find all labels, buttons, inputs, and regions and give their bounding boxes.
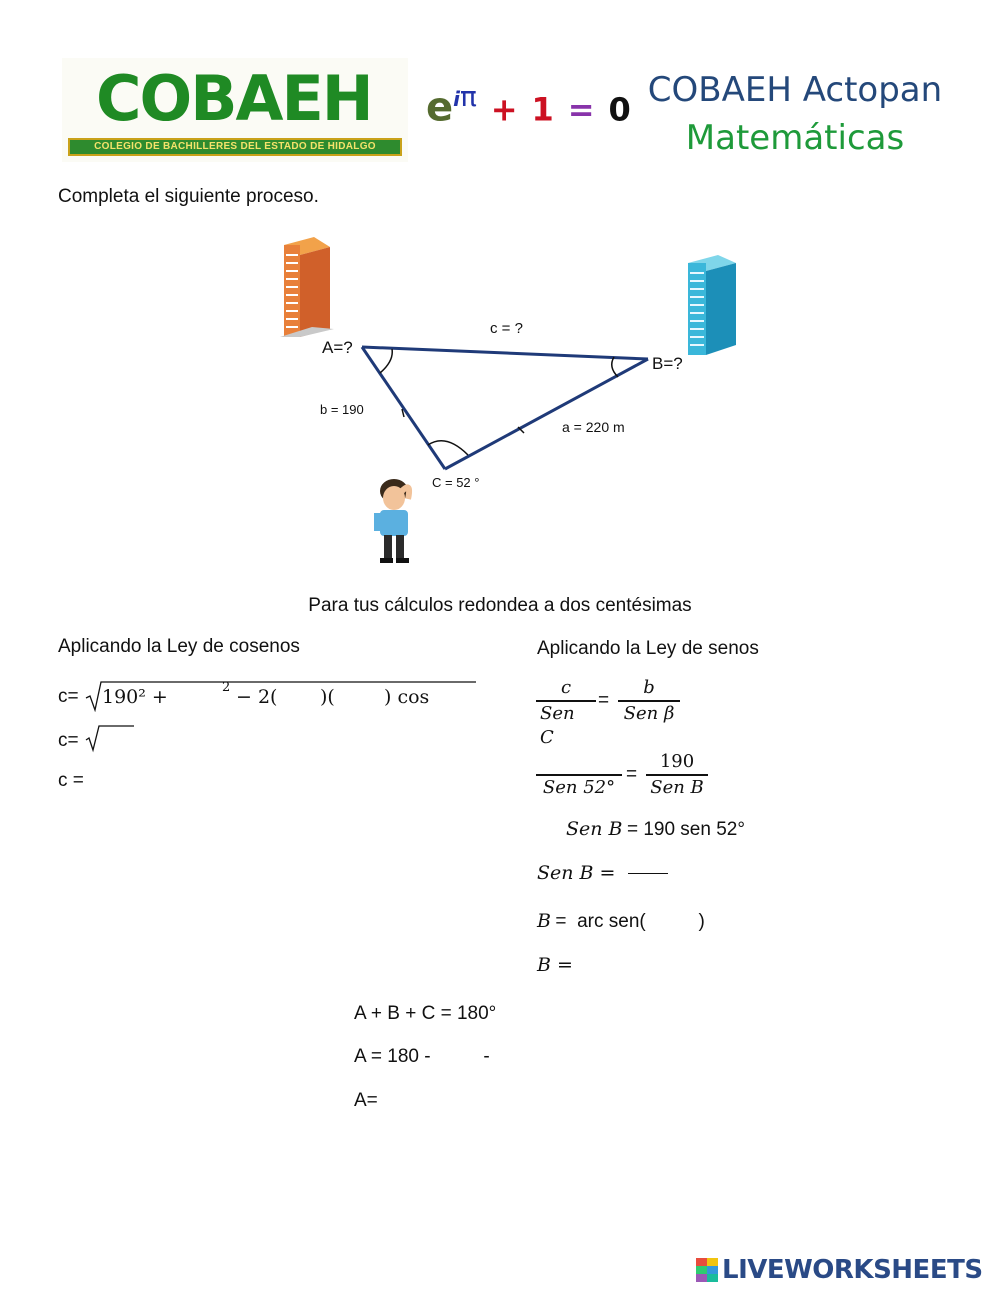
- rounding-note: Para tus cálculos redondea a dos centésimas: [308, 595, 692, 616]
- liveworksheets-text: LIVEWORKSHEETS: [722, 1255, 983, 1285]
- euler-zero: 0: [608, 90, 631, 129]
- triangle-sides: [362, 347, 648, 469]
- cosines-line2: [58, 724, 178, 756]
- euler-equals: =: [567, 90, 595, 129]
- label-a: a = 220 m: [562, 419, 625, 435]
- cosines-minus: − 2(: [236, 686, 278, 708]
- triangle-figure: [262, 233, 750, 568]
- tick-marks: [402, 409, 524, 433]
- frac3-num: [575, 750, 583, 774]
- liveworksheets-icon: [696, 1258, 718, 1282]
- sines-eq1: =: [598, 690, 610, 711]
- frac3-den: Sen 52°: [542, 777, 616, 798]
- cosines-line1-prefix: c=: [58, 686, 79, 707]
- building-left: [280, 237, 334, 337]
- logo-word: COBAEH: [96, 62, 372, 135]
- label-b: b = 190: [320, 402, 364, 417]
- step1-text: = 190 sen 52°: [626, 819, 745, 840]
- liveworksheets-brand: [696, 1255, 983, 1285]
- euler-one: 1: [531, 90, 554, 129]
- cosines-term1: 190² +: [102, 686, 168, 708]
- step1-math: Sen B: [566, 818, 623, 840]
- euler-pi: π: [460, 80, 477, 113]
- fraction-190-senB: [646, 750, 708, 800]
- angle-sum-line3: A=: [354, 1090, 378, 1111]
- cosines-line2-prefix: c=: [58, 730, 79, 751]
- frac2-den: Sen β: [623, 703, 675, 724]
- cosines-line1: [58, 680, 478, 714]
- cosines-end: ) cos: [384, 686, 430, 708]
- step2-blank: [628, 873, 668, 874]
- euler-i: i: [453, 87, 460, 111]
- sines-eq2: =: [626, 764, 638, 785]
- angle-sum-line1: A + B + C = 180°: [354, 1003, 497, 1024]
- school-title: COBAEH Actopan: [647, 70, 943, 110]
- sines-step1: [566, 818, 745, 841]
- euler-identity: [426, 80, 631, 130]
- frac1-den: Sen C: [540, 703, 575, 748]
- frac4-den: Sen B: [650, 777, 704, 798]
- sines-step4: [537, 954, 573, 976]
- frac4-num: 190: [659, 751, 695, 772]
- sines-step2: [537, 862, 615, 884]
- step3-math: B: [537, 910, 551, 932]
- step3-text: = arc sen( ): [555, 911, 705, 932]
- sines-heading: Aplicando la Ley de senos: [537, 638, 759, 659]
- cosines-exp: 2: [222, 680, 231, 695]
- frac2-num: b: [643, 677, 655, 698]
- angle-sum-line2: A = 180 - -: [354, 1046, 490, 1067]
- euler-e: e: [426, 84, 454, 131]
- subject-title: Matemáticas: [685, 118, 905, 158]
- fraction-b-senbeta: [618, 676, 680, 726]
- sines-step3: [537, 910, 705, 933]
- instructions: Completa el siguiente proceso.: [58, 186, 319, 207]
- fraction-c-senC: [536, 676, 596, 750]
- label-B: B=?: [652, 354, 683, 373]
- cosines-result: c =: [58, 770, 84, 791]
- logo-subtitle: COLEGIO DE BACHILLERES DEL ESTADO DE HIDALGO: [68, 138, 402, 156]
- cobaeh-logo: [62, 58, 408, 162]
- euler-plus: +: [490, 90, 518, 129]
- sqrt-symbol-2: [84, 724, 136, 754]
- frac1-num: c: [560, 677, 572, 698]
- label-A: A=?: [322, 338, 353, 357]
- cosines-heading: Aplicando la Ley de cosenos: [58, 636, 300, 657]
- label-c: c = ?: [490, 320, 523, 337]
- person-illustration: [374, 479, 409, 563]
- building-right: [688, 255, 736, 355]
- label-C: C = 52 °: [432, 475, 480, 490]
- cosines-mid: )(: [320, 686, 335, 708]
- fraction-blank-sen52: [536, 750, 622, 800]
- step2-math: Sen B =: [537, 862, 616, 884]
- step4-math: B =: [537, 954, 573, 976]
